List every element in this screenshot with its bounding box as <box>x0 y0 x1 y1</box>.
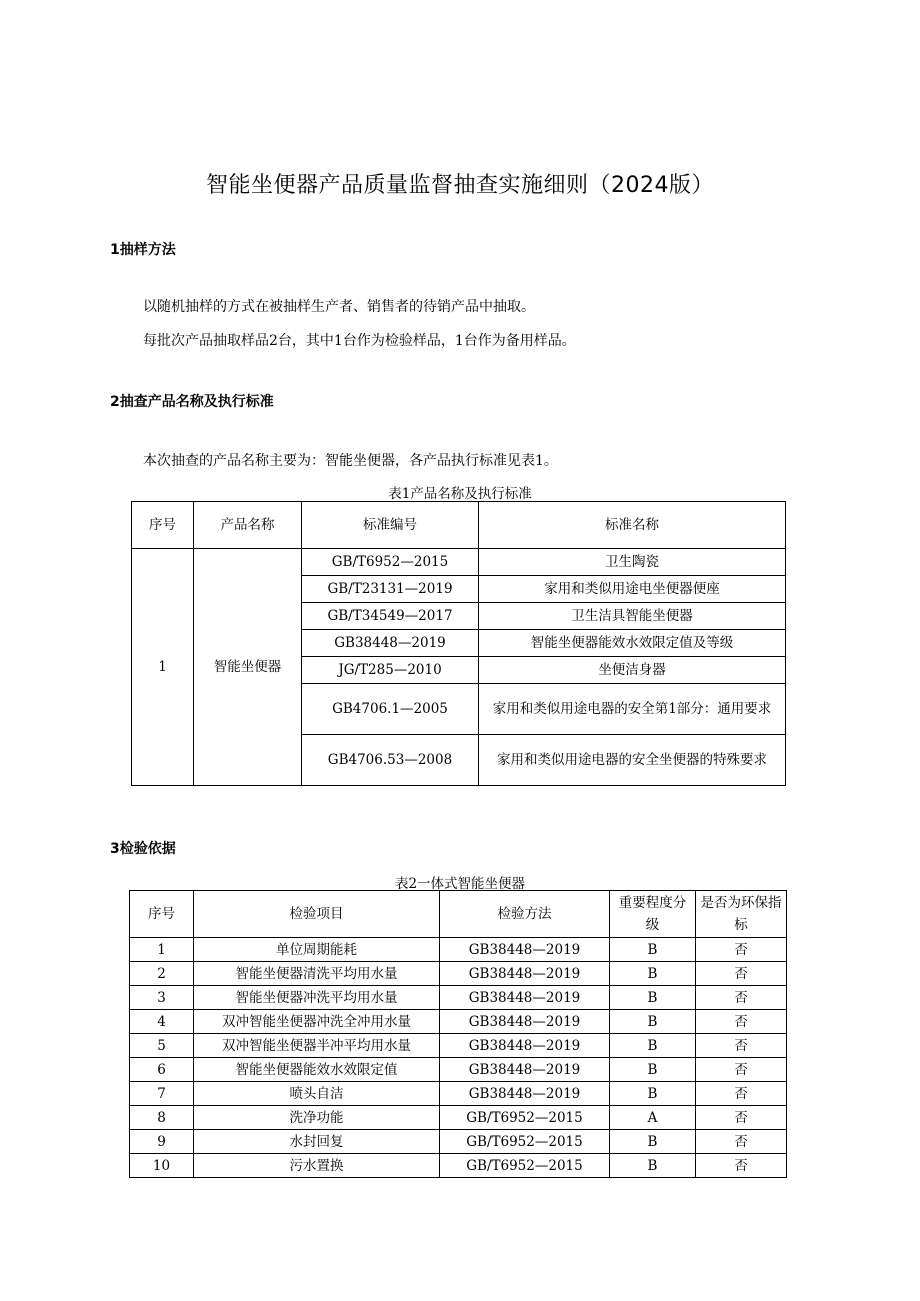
inspection-items-table <box>129 890 787 1178</box>
standard-name-cell: 家用和类似用途电器的安全第1部分：通用要求 <box>479 684 786 735</box>
sampling-method-text: 以随机抽样的方式在被抽样生产者、销售者的待销产品中抽取。 <box>143 299 535 315</box>
row-number-cell: 7 <box>130 1082 194 1106</box>
row-number-cell: 5 <box>130 1034 194 1058</box>
column-header: 标准编号 <box>302 502 479 549</box>
column-header: 检验项目 <box>194 891 440 938</box>
standard-code-cell: GB/T6952—2015 <box>302 549 479 576</box>
table-row <box>130 986 787 1010</box>
inspection-method-cell: GB/T6952—2015 <box>440 1130 610 1154</box>
inspection-method-cell: GB/T6952—2015 <box>440 1154 610 1178</box>
standard-code-cell: GB4706.53—2008 <box>302 735 479 786</box>
importance-grade-cell: B <box>610 1130 696 1154</box>
inspection-item-cell: 智能坐便器清洗平均用水量 <box>194 962 440 986</box>
table-row <box>130 1130 787 1154</box>
inspection-item-cell: 智能坐便器冲洗平均用水量 <box>194 986 440 1010</box>
column-header: 产品名称 <box>194 502 302 549</box>
row-number-cell: 6 <box>130 1058 194 1082</box>
section-2-heading: 2抽查产品名称及执行标准 <box>110 394 274 410</box>
environmental-indicator-cell: 否 <box>696 1130 787 1154</box>
environmental-indicator-cell: 否 <box>696 986 787 1010</box>
standard-code-cell: GB4706.1—2005 <box>302 684 479 735</box>
inspection-method-cell: GB/T6952—2015 <box>440 1106 610 1130</box>
seq-cell: 1 <box>132 549 194 786</box>
table-header-row <box>132 502 786 549</box>
column-header: 序号 <box>130 891 194 938</box>
standard-code-cell: JG/T285—2010 <box>302 657 479 684</box>
row-number-cell: 1 <box>130 938 194 962</box>
inspection-method-cell: GB38448—2019 <box>440 1082 610 1106</box>
inspection-method-cell: GB38448—2019 <box>440 1058 610 1082</box>
row-number-cell: 10 <box>130 1154 194 1178</box>
standard-name-cell: 卫生洁具智能坐便器 <box>479 603 786 630</box>
standard-name-cell: 卫生陶瓷 <box>479 549 786 576</box>
inspection-method-cell: GB38448—2019 <box>440 938 610 962</box>
table-row <box>132 549 786 576</box>
row-number-cell: 8 <box>130 1106 194 1130</box>
environmental-indicator-cell: 否 <box>696 1154 787 1178</box>
standard-name-cell: 智能坐便器能效水效限定值及等级 <box>479 630 786 657</box>
product-scope-text: 本次抽查的产品名称主要为：智能坐便器，各产品执行标准见表1。 <box>143 453 558 469</box>
standard-name-cell: 家用和类似用途电器的安全坐便器的特殊要求 <box>479 735 786 786</box>
table-1-caption: 表1产品名称及执行标准 <box>388 486 532 502</box>
standard-code-cell: GB/T23131—2019 <box>302 576 479 603</box>
sample-quantity-text: 每批次产品抽取样品2台，其中1台作为检验样品，1台作为备用样品。 <box>143 333 576 349</box>
importance-grade-cell: B <box>610 986 696 1010</box>
standard-code-cell: GB38448—2019 <box>302 630 479 657</box>
table-2-caption: 表2一体式智能坐便器 <box>394 876 526 892</box>
inspection-item-cell: 双冲智能坐便器冲洗全冲用水量 <box>194 1010 440 1034</box>
inspection-item-cell: 单位周期能耗 <box>194 938 440 962</box>
importance-grade-cell: B <box>610 1034 696 1058</box>
product-name-cell: 智能坐便器 <box>194 549 302 786</box>
section-3-heading: 3检验依据 <box>110 841 176 857</box>
environmental-indicator-cell: 否 <box>696 1010 787 1034</box>
importance-grade-cell: B <box>610 1154 696 1178</box>
environmental-indicator-cell: 否 <box>696 1082 787 1106</box>
column-header: 检验方法 <box>440 891 610 938</box>
importance-grade-cell: B <box>610 1010 696 1034</box>
table-row <box>130 1106 787 1130</box>
table-row <box>130 1034 787 1058</box>
standards-table <box>131 501 786 786</box>
environmental-indicator-cell: 否 <box>696 938 787 962</box>
standard-name-cell: 家用和类似用途电坐便器便座 <box>479 576 786 603</box>
inspection-method-cell: GB38448—2019 <box>440 962 610 986</box>
inspection-item-cell: 水封回复 <box>194 1130 440 1154</box>
table-row <box>130 1058 787 1082</box>
importance-grade-cell: B <box>610 938 696 962</box>
inspection-item-cell: 洗净功能 <box>194 1106 440 1130</box>
table-header-row <box>130 891 787 938</box>
inspection-item-cell: 智能坐便器能效水效限定值 <box>194 1058 440 1082</box>
inspection-method-cell: GB38448—2019 <box>440 1010 610 1034</box>
table-row <box>130 1082 787 1106</box>
row-number-cell: 9 <box>130 1130 194 1154</box>
section-1-heading: 1抽样方法 <box>110 242 176 258</box>
column-header: 序号 <box>132 502 194 549</box>
standard-code-cell: GB/T34549—2017 <box>302 603 479 630</box>
environmental-indicator-cell: 否 <box>696 962 787 986</box>
row-number-cell: 2 <box>130 962 194 986</box>
environmental-indicator-cell: 否 <box>696 1058 787 1082</box>
table-row <box>130 962 787 986</box>
environmental-indicator-cell: 否 <box>696 1034 787 1058</box>
importance-grade-cell: A <box>610 1106 696 1130</box>
row-number-cell: 3 <box>130 986 194 1010</box>
column-header: 重要程度分级 <box>610 891 696 938</box>
importance-grade-cell: B <box>610 1058 696 1082</box>
inspection-method-cell: GB38448—2019 <box>440 986 610 1010</box>
importance-grade-cell: B <box>610 962 696 986</box>
column-header: 标准名称 <box>479 502 786 549</box>
table-row <box>130 1154 787 1178</box>
inspection-item-cell: 喷头自洁 <box>194 1082 440 1106</box>
table-row <box>130 1010 787 1034</box>
column-header: 是否为环保指标 <box>696 891 787 938</box>
document-title: 智能坐便器产品质量监督抽查实施细则（2024版） <box>206 173 714 198</box>
table-row <box>130 938 787 962</box>
importance-grade-cell: B <box>610 1082 696 1106</box>
standard-name-cell: 坐便洁身器 <box>479 657 786 684</box>
inspection-method-cell: GB38448—2019 <box>440 1034 610 1058</box>
row-number-cell: 4 <box>130 1010 194 1034</box>
inspection-item-cell: 污水置换 <box>194 1154 440 1178</box>
environmental-indicator-cell: 否 <box>696 1106 787 1130</box>
inspection-item-cell: 双冲智能坐便器半冲平均用水量 <box>194 1034 440 1058</box>
